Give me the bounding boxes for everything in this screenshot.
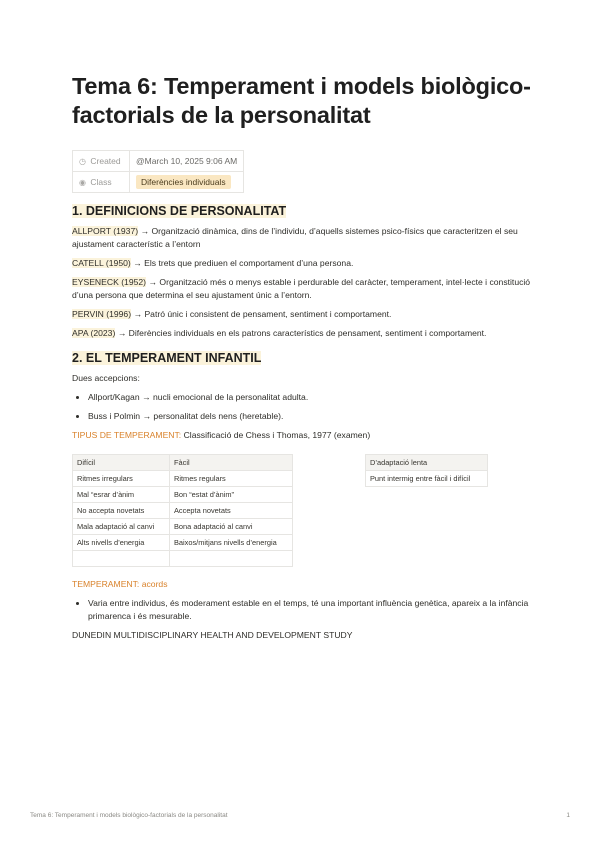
definition-author: APA (2023) xyxy=(72,328,116,338)
section-1-heading: 1. DEFINICIONS DE PERSONALITAT xyxy=(72,204,287,218)
types-line xyxy=(72,429,532,442)
table-row xyxy=(73,519,293,535)
definition-text: → Diferències individuals en els patrons característics de pensament, sentiment i comportament. xyxy=(115,328,487,338)
table-cell: Ritmes irregulars xyxy=(73,471,170,487)
definition xyxy=(72,257,532,270)
acords-list xyxy=(72,597,532,623)
list-item: • Allport/Kagan → nucli emocional de la personalitat adulta. xyxy=(88,391,532,404)
table-cell: Mal “esrar d’ànim xyxy=(73,487,170,503)
page-footer xyxy=(30,812,570,819)
clock-icon: ◷ xyxy=(79,157,86,166)
page-content xyxy=(72,72,532,648)
temperament-text: acords xyxy=(139,579,168,589)
property-key xyxy=(73,172,130,193)
table-header-row xyxy=(73,455,293,471)
table-cell: Mala adaptació al canvi xyxy=(73,519,170,535)
table-row xyxy=(73,471,293,487)
side-header: D’adaptació lenta xyxy=(366,455,488,471)
table-header-cell: Fàcil xyxy=(170,455,293,471)
section-2-heading: 2. EL TEMPERAMENT INFANTIL xyxy=(72,351,262,365)
definition xyxy=(72,225,532,251)
list-icon: ◉ xyxy=(79,178,86,187)
list-item: • Buss i Polmin → personalitat dels nens (heretable). xyxy=(88,410,532,423)
definition xyxy=(72,308,532,321)
intro-text: Dues accepcions: xyxy=(72,373,140,383)
table-cell: Baixos/mitjans nivells d’energia xyxy=(170,535,293,551)
definition-text: → Els trets que prediuen el comportament d’una persona. xyxy=(130,258,354,268)
temperament-table-main xyxy=(72,454,293,567)
table-header-cell: Difícil xyxy=(73,455,170,471)
page-number: 1 xyxy=(566,812,570,819)
table-row xyxy=(73,535,293,551)
table-cell: Bon “estat d’ànim” xyxy=(170,487,293,503)
definition xyxy=(72,276,532,302)
definition-author: ALLPORT (1937) xyxy=(72,226,139,236)
properties-table xyxy=(72,150,244,193)
definition-text: → Organització dinàmica, dins de l’individu, d’aquells sistemes psico-físics que caracteritzen el seu ajustament característic a l’entorn xyxy=(72,226,518,249)
definition-author: CATELL (1950) xyxy=(72,258,131,268)
side-cell: Punt intermig entre fàcil i difícil xyxy=(366,471,488,487)
definition xyxy=(72,327,532,340)
table-cell xyxy=(170,551,293,567)
study-title: DUNEDIN MULTIDISCIPLINARY HEALTH AND DEVELOPMENT STUDY xyxy=(72,630,353,640)
property-key xyxy=(73,151,130,172)
table-row xyxy=(73,503,293,519)
property-row xyxy=(73,172,244,193)
temperament-line xyxy=(72,578,532,591)
accepcions-list xyxy=(72,391,532,423)
property-value-cell xyxy=(130,172,244,193)
table-row xyxy=(73,551,293,567)
class-tag[interactable]: Diferències individuals xyxy=(136,175,231,189)
table-cell: Accepta novetats xyxy=(170,503,293,519)
list-item: • Varia entre individus, és moderament estable en el temps, té una important influència genètica, apareix a la infància primarenca i és mesurable. xyxy=(88,597,532,623)
definition-author: PERVIN (1996) xyxy=(72,309,132,319)
footer-title: Tema 6: Temperament i models biològico-factorials de la personalitat xyxy=(30,812,228,819)
table-cell: Alts nivells d’energia xyxy=(73,535,170,551)
property-value-cell xyxy=(130,151,244,172)
types-label: TIPUS DE TEMPERAMENT: xyxy=(72,430,182,440)
table-cell: Bona adaptació al canvi xyxy=(170,519,293,535)
temperament-table-side xyxy=(365,454,488,487)
definition-author: EYSENECK (1952) xyxy=(72,277,147,287)
temperament-tables xyxy=(72,454,532,574)
types-text: Classificació de Chess i Thomas, 1977 (examen) xyxy=(181,430,371,440)
property-row xyxy=(73,151,244,172)
definition-text: → Organització més o menys estable i perdurable del caràcter, temperament, intel·lecte i constitució d’una persona que determina el seu ajustament únic a l’entorn. xyxy=(72,277,531,300)
table-cell xyxy=(73,551,170,567)
table-cell: Ritmes regulars xyxy=(170,471,293,487)
definitions-list xyxy=(72,225,532,340)
temperament-label: TEMPERAMENT: xyxy=(72,579,140,589)
created-value: @March 10, 2025 9:06 AM xyxy=(136,156,238,166)
property-label: Created xyxy=(90,156,121,166)
table-row xyxy=(73,487,293,503)
page-title: Tema 6: Temperament i models biològico-factorials de la personalitat xyxy=(72,73,531,128)
definition-text: → Patró únic i consistent de pensament, sentiment i comportament. xyxy=(131,309,392,319)
property-label: Class xyxy=(90,177,112,187)
table-cell: No accepta novetats xyxy=(73,503,170,519)
